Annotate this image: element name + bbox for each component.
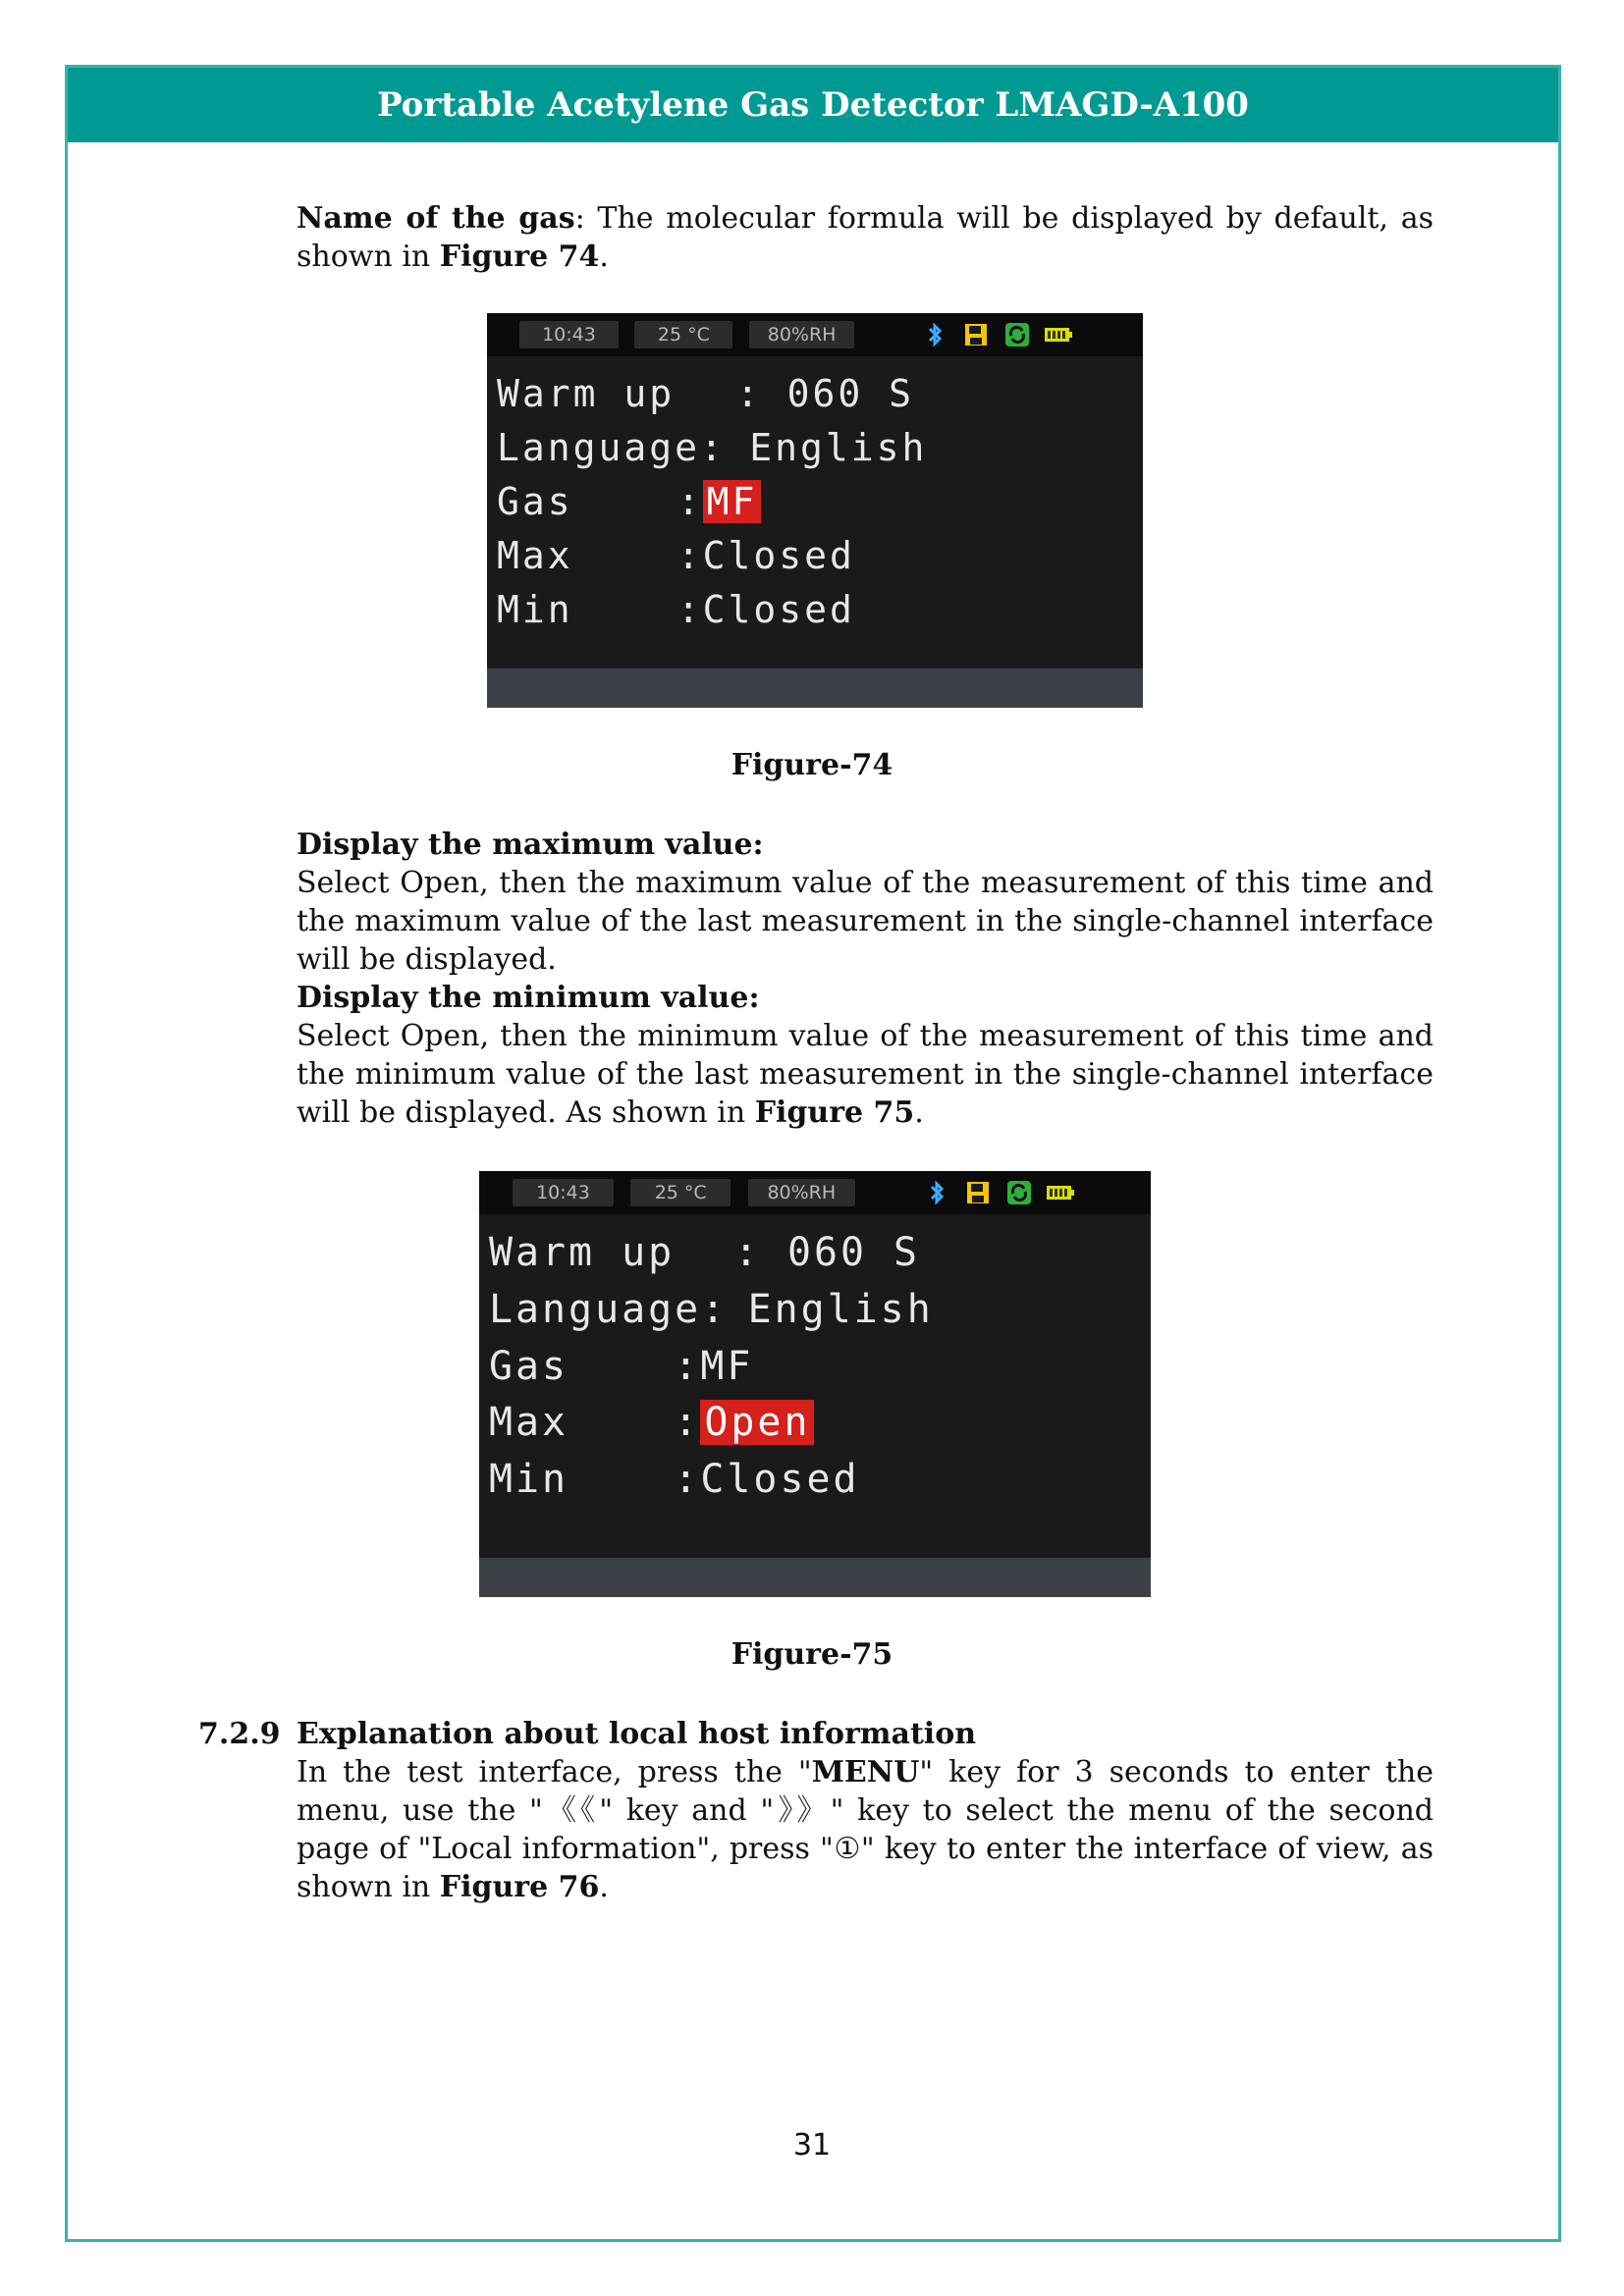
min-text: Select Open, then the minimum value of the measurement of this time and the minimum value of the last measurement in the single-channel interface will be displayed. As shown in <box>297 1019 1434 1130</box>
max-section-title: Display the maximum value: <box>297 828 764 862</box>
menu-row-separator: : <box>677 534 703 577</box>
section-end: . <box>599 1870 609 1904</box>
menu-row-label: Language: <box>489 1286 729 1332</box>
menu-row-value-text: 060 S <box>786 1230 921 1275</box>
figure-75-caption: Figure-75 <box>731 1637 893 1672</box>
min-end: . <box>914 1095 924 1130</box>
menu-row-value: English <box>747 1286 934 1332</box>
menu-row-value-text: 060 S <box>786 372 914 415</box>
menu-row-label: Gas <box>497 480 573 523</box>
menu-row-label: Min <box>489 1457 569 1502</box>
menu-row <box>489 1286 934 1332</box>
battery-icon <box>1041 318 1076 351</box>
status-icons <box>917 318 1076 351</box>
status-icons <box>919 1176 1078 1209</box>
min-section-title: Display the minimum value: <box>297 981 760 1015</box>
menu-row-value-text: Closed <box>702 588 855 631</box>
menu-row-value <box>677 588 855 631</box>
menu-row-separator: : <box>677 588 703 631</box>
section-fig-ref: Figure 76 <box>439 1870 600 1904</box>
menu-row-value-text: Closed <box>702 534 855 577</box>
section-t2: " key for 3 seconds to enter the menu, use the "《《" key and "》》" key to select the menu of the second page of "Local information", press "①" key to enter the interface of view, as shown in <box>297 1755 1435 1904</box>
menu-key: MENU <box>811 1755 920 1789</box>
battery-icon <box>1043 1176 1078 1209</box>
menu-row-value-text: Closed <box>700 1457 860 1502</box>
section-number: 7.2.9 <box>198 1717 281 1751</box>
intro-text: : The molecular formula will be displayed by default, as shown in <box>297 201 1435 274</box>
menu-row-value <box>674 1457 859 1502</box>
max-min-sections <box>297 826 1434 1132</box>
min-section-text <box>297 1017 1434 1132</box>
menu-row-separator: : <box>674 1343 701 1389</box>
menu-row-label: Max <box>497 534 573 577</box>
menu-row <box>489 1400 811 1446</box>
bluetooth-icon <box>917 318 952 351</box>
save-icon <box>958 318 994 351</box>
device-screen-figure-74 <box>487 313 1143 708</box>
menu-row <box>489 1230 921 1275</box>
status-humidity: 80%RH <box>749 321 854 348</box>
status-time: 10:43 <box>513 1179 614 1206</box>
save-icon <box>960 1176 996 1209</box>
status-bar <box>487 313 1143 356</box>
status-bar <box>479 1171 1151 1214</box>
menu-row <box>489 1457 860 1502</box>
menu-row <box>489 1343 754 1389</box>
menu-row-value <box>674 1344 753 1389</box>
menu-row <box>497 480 758 523</box>
intro-fig-ref: Figure 74 <box>439 240 600 274</box>
page-header <box>68 68 1558 142</box>
menu-row-value <box>674 1400 814 1445</box>
menu-row <box>497 426 928 469</box>
header-title: Portable Acetylene Gas Detector LMAGD-A100 <box>377 85 1249 125</box>
menu-row-separator: : <box>674 1400 701 1446</box>
menu-row-value-text: MF <box>703 480 762 523</box>
menu-row-separator: : <box>674 1457 701 1502</box>
menu-row-value <box>734 1230 920 1275</box>
menu-row-label: Language: <box>497 426 726 469</box>
menu-row-value-text: Open <box>700 1400 814 1445</box>
section-t1: In the test interface, press the " <box>297 1755 812 1789</box>
screen-bottom-bar <box>479 1558 1151 1597</box>
page-number: 31 <box>792 2128 832 2163</box>
recycle-icon <box>1001 1176 1037 1209</box>
menu-row-separator: : <box>677 480 703 523</box>
menu-row-value <box>736 372 914 415</box>
menu-row-label: Warm up <box>497 372 676 415</box>
status-humidity: 80%RH <box>748 1179 855 1206</box>
bluetooth-icon <box>919 1176 954 1209</box>
menu-row-label: Max <box>489 1400 569 1446</box>
figure-74-caption: Figure-74 <box>731 748 893 782</box>
status-time: 10:43 <box>519 321 618 348</box>
menu-row-label: Gas <box>489 1343 569 1389</box>
menu-row-value <box>677 480 762 523</box>
section-729 <box>297 1715 1434 1906</box>
menu-row-label: Min <box>497 588 573 631</box>
menu-row-value-text: MF <box>700 1343 754 1389</box>
max-section-text: Select Open, then the maximum value of the measurement of this time and the maximum value of the last measurement in the single-channel interface will be displayed. <box>297 866 1434 977</box>
section-text <box>297 1753 1434 1906</box>
menu-row <box>497 588 855 631</box>
recycle-icon <box>1000 318 1035 351</box>
device-screen-figure-75 <box>479 1171 1151 1597</box>
intro-lead: Name of the gas <box>297 201 575 236</box>
menu-row-value <box>677 534 855 577</box>
status-temp: 25 °C <box>634 321 732 348</box>
status-temp: 25 °C <box>630 1179 731 1206</box>
menu-row-separator: : <box>735 372 787 415</box>
screen-bottom-bar <box>487 668 1143 708</box>
section-title: Explanation about local host information <box>297 1717 977 1751</box>
menu-row-label: Warm up <box>489 1230 676 1275</box>
menu-row <box>497 534 855 577</box>
intro-end: . <box>599 240 609 274</box>
min-fig-ref: Figure 75 <box>754 1095 915 1130</box>
intro-paragraph <box>297 199 1434 276</box>
menu-row-value: English <box>749 426 928 469</box>
menu-row <box>497 372 914 415</box>
menu-row-separator: : <box>733 1230 787 1275</box>
